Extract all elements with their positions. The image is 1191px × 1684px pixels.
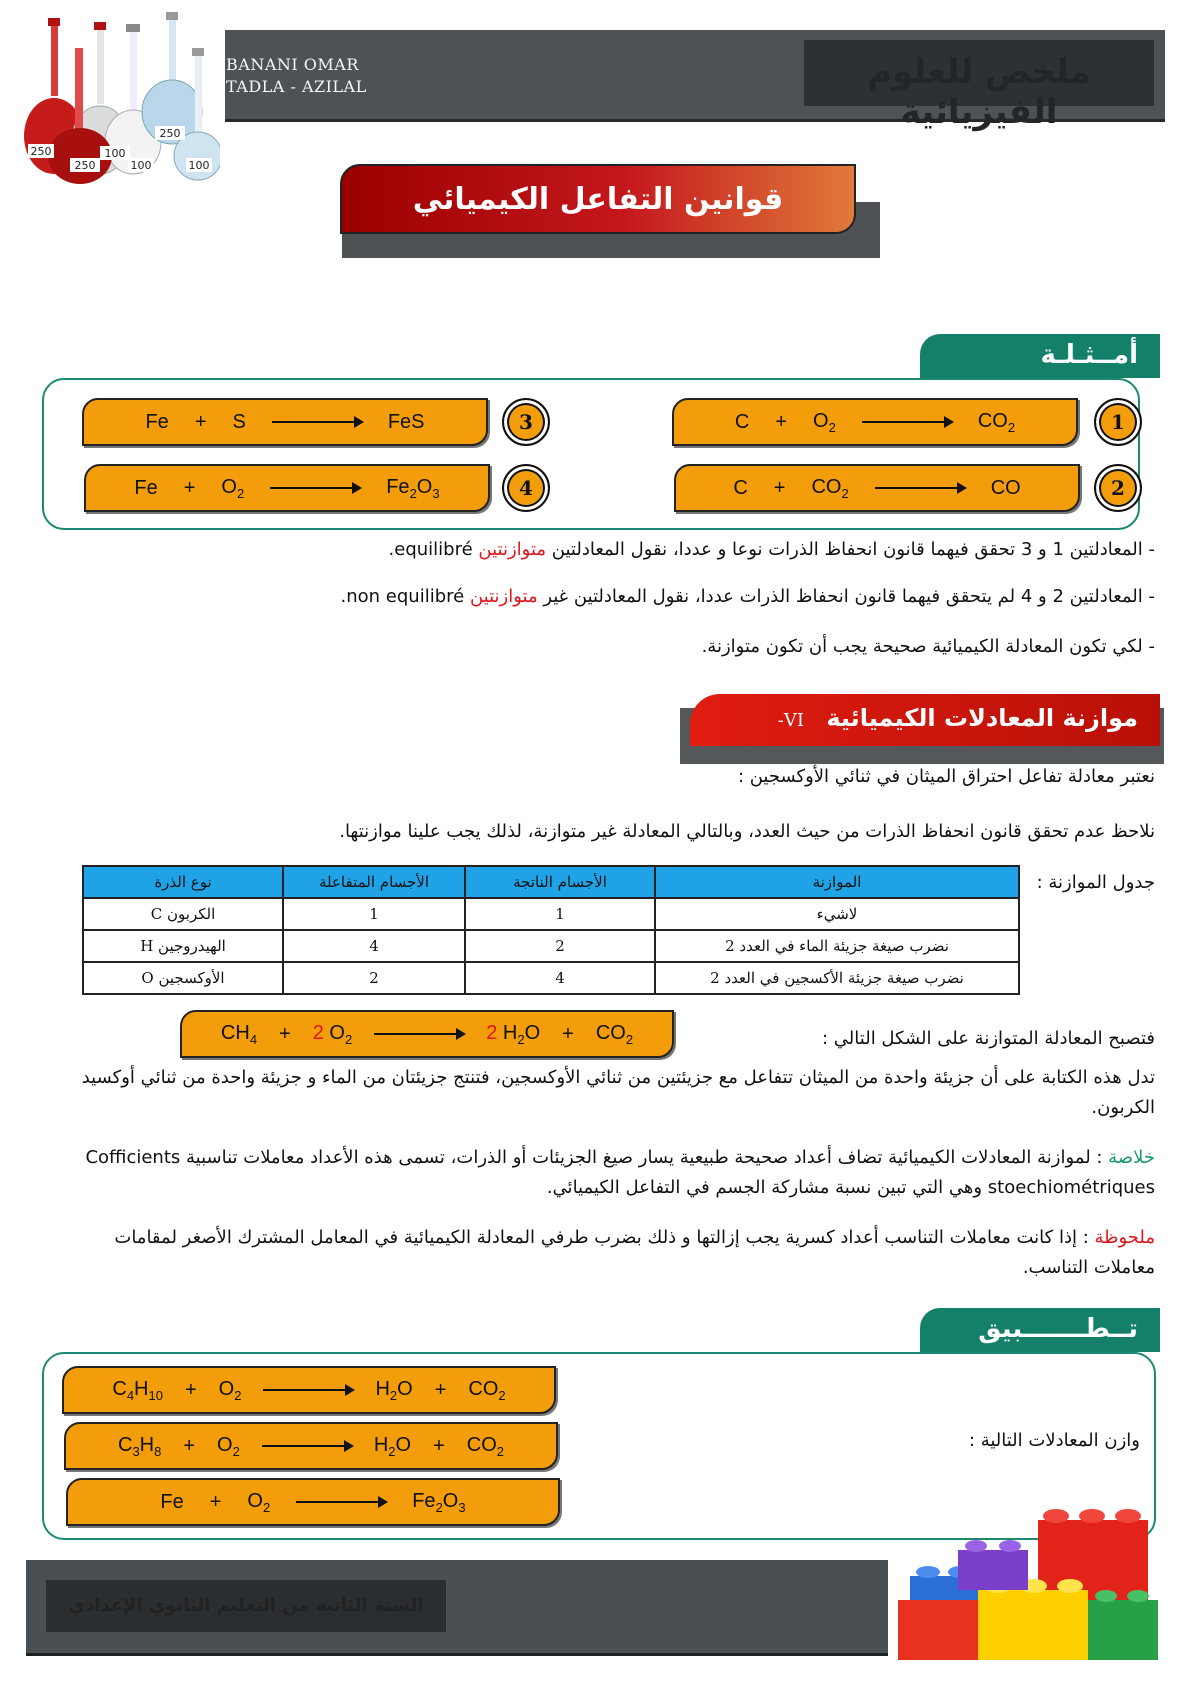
eqa-arrow: [263, 1389, 353, 1391]
eqb-plus: +: [183, 1434, 196, 1457]
table-cell: الكربون C: [83, 898, 283, 930]
table-cell: نضرب صيغة جزيئة الأكسجين في العدد 2: [655, 962, 1019, 994]
eq4-reactant1: Fe: [134, 476, 158, 499]
footer-label: السنة الثانية من التعليم الثانوي الإعدادي: [46, 1580, 446, 1632]
note-line-3: - لكي تكون المعادلة الكيميائية صحيحة يجب أن تكون متوازنة.: [701, 636, 1155, 657]
eq1-reactant1: C: [734, 410, 750, 433]
eqa-reactant1: $C_4H_{10}$: [112, 1377, 163, 1403]
conclusion-label: خلاصة: [1108, 1147, 1155, 1168]
remark-label: ملحوظة: [1094, 1227, 1155, 1248]
equation-1-number: 1: [1094, 398, 1142, 446]
eq3-product: FeS: [387, 410, 425, 433]
equation-4-number: 4: [502, 464, 550, 512]
eqc-reactant2: $O_2$: [247, 1489, 271, 1515]
eqc-reactant1: Fe: [160, 1490, 184, 1513]
eqb-reactant2: $O_2$: [217, 1433, 240, 1459]
balanced-co2: $CO_2$: [595, 1021, 634, 1047]
table-cell: 1: [465, 898, 655, 930]
eqa-reactant2: $O_2$: [218, 1377, 242, 1403]
header-title: ملخص للعلوم الفيزيائية: [867, 52, 1091, 132]
equation-2-number: 2: [1094, 464, 1142, 512]
table-header: الموازنة: [655, 866, 1019, 898]
eq1-reactant2: $O_2$: [813, 409, 836, 435]
eq4-reactant2: $O_2$: [221, 475, 245, 501]
toy-bricks-illustration: [888, 1480, 1166, 1660]
note-line-1: - المعادلتين 1 و 3 تحقق فيهما قانون انحفاظ الذرات نوعا و عددا، نقول المعادلتين متوازنتين equilibré.: [388, 539, 1155, 560]
flask-label-3: 100: [188, 159, 210, 172]
equation-3: [82, 398, 488, 446]
eqb-product2: $CO_2$: [466, 1433, 505, 1459]
eq3-plus: +: [194, 410, 207, 433]
author-name: BANANI OMAR: [226, 55, 359, 74]
table-cell: 2: [283, 962, 465, 994]
note-line-2: - المعادلتين 2 و 4 لم يتحقق فيهما قانون انحفاظ الذرات عددا، نقول المعادلتين غير متوازنتين non equilibré.: [340, 586, 1155, 607]
eqa-product1: $H_2O$: [375, 1377, 413, 1403]
eq4-product: $Fe_2O_3$: [386, 475, 440, 501]
eq4-arrow: [270, 487, 360, 489]
eqa-product2: $CO_2$: [468, 1377, 506, 1403]
section-title: موازنة المعادلات الكيميائية: [826, 704, 1138, 732]
eqb-plus-2: +: [433, 1434, 445, 1457]
eqc-arrow: [296, 1501, 386, 1503]
examples-tab: أمــثـلـة: [920, 334, 1160, 378]
eqa-plus: +: [184, 1378, 197, 1401]
balanced-label: فتصبح المعادلة المتوازنة على الشكل التالي :: [822, 1028, 1155, 1049]
table-cell: 4: [465, 962, 655, 994]
table-row: [83, 930, 1019, 962]
table-cell: نضرب صيغة جزيئة الماء في العدد 2: [655, 930, 1019, 962]
eqc-product: $Fe_2O_3$: [412, 1489, 466, 1515]
application-tab: تــطـــــــبيق: [920, 1308, 1160, 1352]
section-intro: نعتبر معادلة تفاعل احتراق الميثان في ثنائي الأوكسجين :: [737, 766, 1155, 787]
table-header: الأجسام المتفاعلة: [283, 866, 465, 898]
table-label: جدول الموازنة :: [1036, 872, 1155, 893]
table-row: [83, 898, 1019, 930]
eq3-reactant1: Fe: [145, 410, 169, 433]
balance-table: [82, 865, 1020, 995]
table-header: نوع الذرة: [83, 866, 283, 898]
eq1-plus: +: [775, 410, 788, 433]
author-place: TADLA - AZILAL: [226, 77, 367, 96]
eqa-plus-2: +: [434, 1378, 447, 1401]
eq3-reactant2: S: [232, 410, 246, 433]
balanced-o2: 2 $O_2$: [312, 1021, 353, 1047]
balanced-plus-1: +: [279, 1022, 291, 1045]
equation-2: [674, 464, 1080, 512]
balanced-ch4: $CH_4$: [220, 1021, 258, 1047]
section-numeral: VI-: [777, 710, 804, 731]
balanced-h2o: 2 $H_2O$: [486, 1021, 541, 1047]
exercise-equation-a: [62, 1366, 556, 1414]
eqb-reactant1: $C_3H_8$: [117, 1433, 162, 1459]
flask-label-4: 250: [30, 145, 52, 158]
eq2-reactant1: C: [733, 476, 748, 499]
table-header-row: [83, 866, 1019, 898]
table-row: [83, 962, 1019, 994]
equation-3-number: 3: [502, 398, 550, 446]
table-cell: 2: [465, 930, 655, 962]
equation-meaning: تدل هذه الكتابة على أن جزيئة واحدة من الميثان تتفاعل مع جزيئتين من ثنائي الأوكسجين، فتنتج جزيئتان من الماء و جزيئة واحدة من ثنائي أوكسيد الكربون.: [81, 1067, 1155, 1118]
table-cell: الأوكسجين O: [83, 962, 283, 994]
section-observation: نلاحظ عدم تحقق قانون انحفاظ الذرات من حيث العدد، وبالتالي المعادلة غير متوازنة، لذلك يجب علينا موازنتها.: [339, 821, 1155, 842]
lesson-title: قوانين التفاعل الكيميائي: [412, 182, 784, 217]
balanced-arrow: [374, 1033, 464, 1035]
conclusion: خلاصة : لموازنة المعادلات الكيميائية تضاف أعداد صحيحة طبيعية يسار صيغ الجزيئات أو الذرات، تسمى هذه الأعداد معاملات تناسبية Cofficients stoechiométriques وهي التي تبين نسبة مشاركة الجسم في التفاعل الكيميائي.: [85, 1147, 1155, 1198]
table-cell: 4: [283, 930, 465, 962]
section-header: [690, 704, 1160, 732]
application-instruction: وازن المعادلات التالية :: [968, 1430, 1140, 1451]
equation-4: [84, 464, 490, 512]
author-block: [226, 54, 367, 98]
eq4-plus: +: [183, 476, 196, 499]
flask-label-2: 250: [159, 127, 181, 140]
eq2-arrow: [875, 487, 965, 489]
eq3-arrow: [272, 421, 362, 423]
table-cell: الهيدروجين H: [83, 930, 283, 962]
balanced-plus-2: +: [562, 1022, 574, 1045]
eq2-product: CO: [990, 476, 1021, 499]
balanced-equation: [180, 1010, 674, 1058]
eq2-reactant2: $CO_2$: [811, 475, 849, 501]
table-header: الأجسام الناتجة: [465, 866, 655, 898]
remark: ملحوظة : إذا كانت معاملات التناسب أعداد كسرية يجب إزالتها و ذلك بضرب طرفي المعادلة الكيميائية في المعامل المشترك الأصغر لمقامات معاملات التناسب.: [114, 1227, 1155, 1278]
eq1-product: $CO_2$: [977, 409, 1016, 435]
table-cell: لاشيء: [655, 898, 1019, 930]
equation-1: [672, 398, 1078, 446]
flask-label-1: 100: [104, 147, 126, 160]
table-cell: 1: [283, 898, 465, 930]
flask-label-5: 100: [130, 159, 152, 172]
flask-label-0: 250: [74, 159, 96, 172]
eq2-plus: +: [773, 476, 786, 499]
eqb-arrow: [262, 1445, 352, 1447]
flasks-illustration: [20, 8, 220, 186]
exercise-equation-b: [64, 1422, 558, 1470]
eq1-arrow: [862, 421, 952, 423]
eqc-plus: +: [209, 1490, 222, 1513]
exercise-equation-c: [66, 1478, 560, 1526]
eqb-product1: $H_2O$: [373, 1433, 412, 1459]
